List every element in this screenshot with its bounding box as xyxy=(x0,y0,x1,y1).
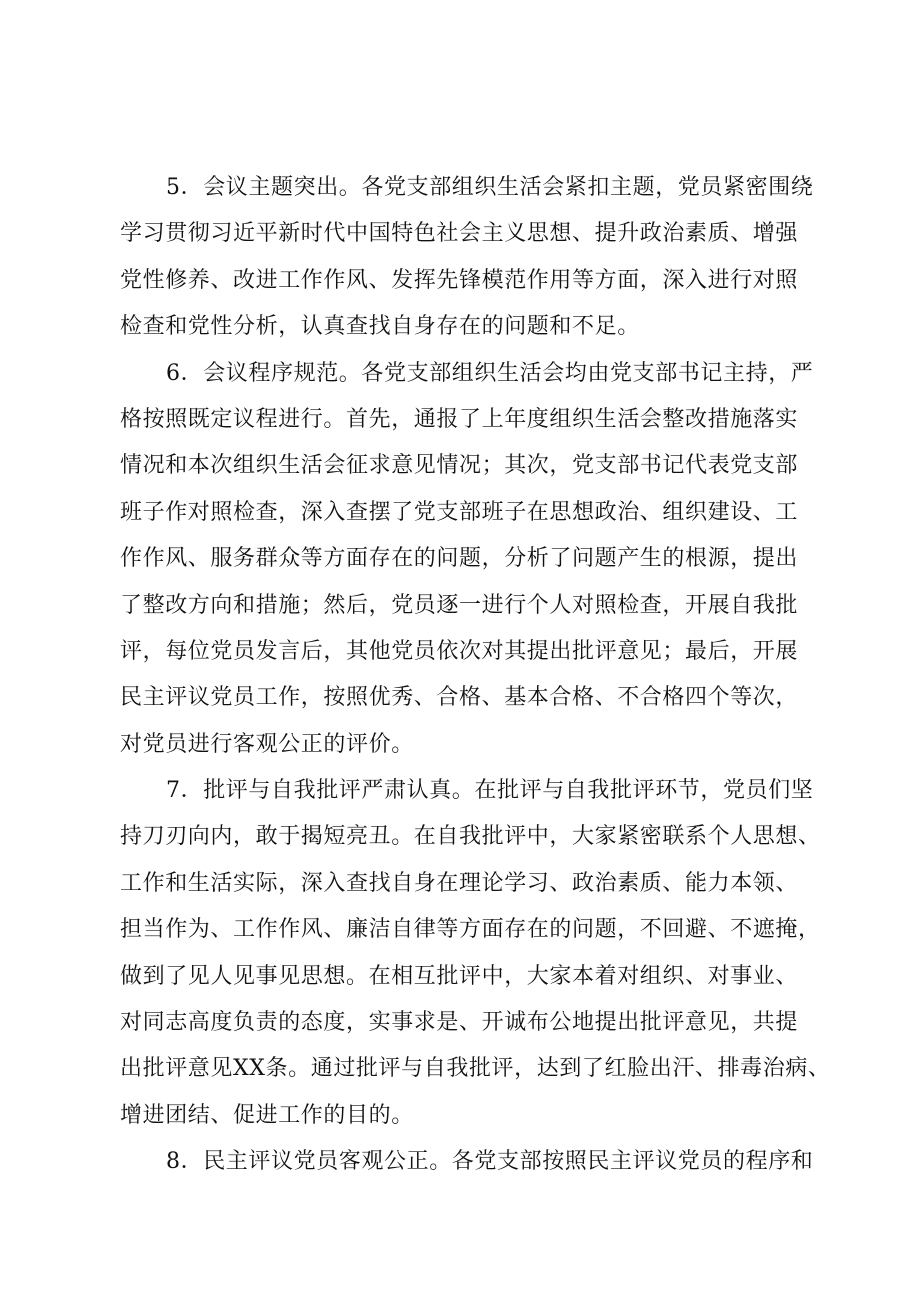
paragraph-line: 了整改方向和措施；然后，党员逐一进行个人对照检查，开展自我批 xyxy=(120,592,799,618)
paragraph-line: 工作和生活实际，深入查找自身在理论学习、政治素质、能力本领、 xyxy=(120,870,799,896)
paragraph-line: 8．民主评议党员客观公正。各党支部按照民主评议党员的程序和 xyxy=(166,1149,814,1175)
paragraph-line: 情况和本次组织生活会征求意见情况；其次，党支部书记代表党支部 xyxy=(120,453,799,479)
paragraph-7 xyxy=(120,768,831,1139)
paragraph-line: 学习贯彻习近平新时代中国特色社会主义思想、提升政治素质、增强 xyxy=(120,221,799,247)
paragraph-line: 民主评议党员工作，按照优秀、合格、基本合格、不合格四个等次， xyxy=(120,685,799,711)
paragraph-line: 检查和党性分析，认真查找自身存在的问题和不足。 xyxy=(120,314,640,340)
paragraph-line: 对同志高度负责的态度，实事求是、开诚布公地提出批评意见，共提 xyxy=(120,1010,799,1036)
paragraph-line: 持刀刃向内，敢于揭短亮丑。在自我批评中，大家紧密联系个人思想、 xyxy=(120,824,821,850)
paragraph-line: 6．会议程序规范。各党支部组织生活会均由党支部书记主持，严 xyxy=(166,360,814,386)
paragraph-line: 5．会议主题突出。各党支部组织生活会紧扣主题，党员紧密围绕 xyxy=(166,175,814,200)
paragraph-line: 党性修养、改进工作作风、发挥先锋模范作用等方面，深入进行对照 xyxy=(120,267,799,293)
paragraph-line: 对党员进行客观公正的评价。 xyxy=(120,731,414,757)
paragraph-line: 出批评意见XX条。通过批评与自我批评，达到了红脸出汗、排毒治病、 xyxy=(120,1056,831,1082)
paragraph-line: 格按照既定议程进行。首先，通报了上年度组织生活会整改措施落实 xyxy=(120,406,799,432)
paragraph-line: 担当作为、工作作风、廉洁自律等方面存在的问题，不回避、不遮掩， xyxy=(120,917,821,943)
paragraph-5 xyxy=(120,165,820,351)
paragraph-line: 评，每位党员发言后，其他党员依次对其提出批评意见；最后，开展 xyxy=(120,638,799,664)
paragraph-line: 7．批评与自我批评严肃认真。在批评与自我批评环节，党员们坚 xyxy=(166,778,814,804)
paragraph-line: 作作风、服务群众等方面存在的问题，分析了问题产生的根源，提出 xyxy=(120,546,799,572)
document-body xyxy=(120,165,831,1186)
paragraph-line: 班子作对照检查，深入查摆了党支部班子在思想政治、组织建设、工 xyxy=(120,499,799,525)
paragraph-6 xyxy=(120,351,820,769)
paragraph-line: 增进团结、促进工作的目的。 xyxy=(120,1102,414,1128)
paragraph-8 xyxy=(120,1139,820,1185)
paragraph-line: 做到了见人见事见思想。在相互批评中，大家本着对组织、对事业、 xyxy=(120,963,799,989)
